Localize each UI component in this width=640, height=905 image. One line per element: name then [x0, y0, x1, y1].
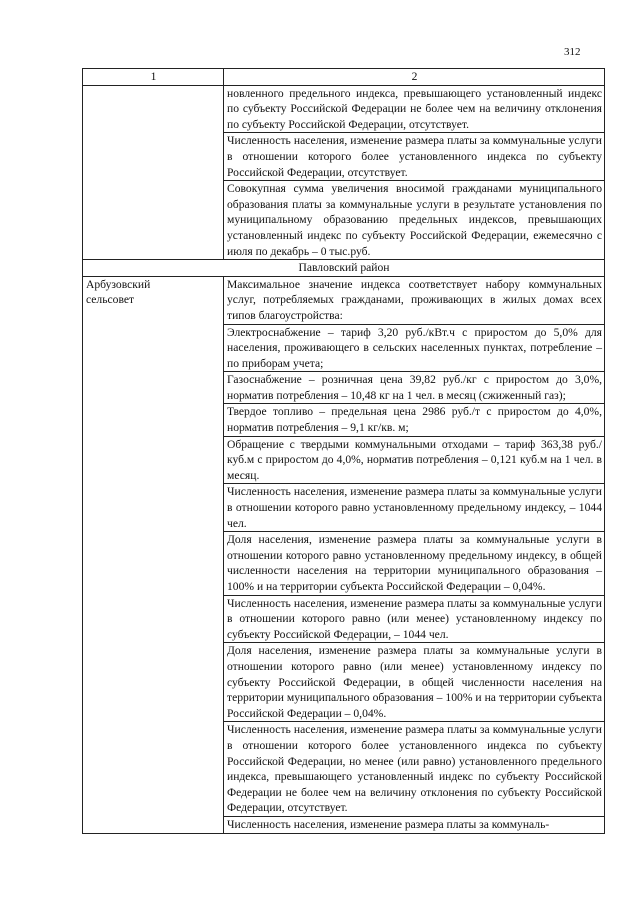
continued-row-content-cell	[224, 85, 605, 260]
paragraph: Численность населения, изменение размера платы за коммунальные услуги в отношении которого равно установленному предельному индексу, – 1044 чел.	[224, 483, 604, 531]
column-header-1: 1	[83, 69, 224, 86]
paragraph: Численность населения, изменение размера платы за коммунальные услуги в отношении которого равно (или менее) установленному индексу по субъекту Российской Федерации, – 1044 чел.	[224, 595, 604, 643]
table-header-row	[83, 69, 605, 86]
municipality-name-cell	[83, 276, 224, 833]
paragraph: Обращение с твердыми коммунальными отходами – тариф 363,38 руб./куб.м с приростом до 4,0%, норматив потребления – 0,121 куб.м на 1 чел. в месяц.	[224, 436, 604, 484]
municipality-row	[83, 276, 605, 833]
paragraph: Доля населения, изменение размера платы за коммунальные услуги в отношении которого равно установленному предельному индексу, в общей численности населения на территории муниципального образования – 100% и на территории субъекта Российской Федерации – 0,04%.	[224, 531, 604, 594]
page-number: 312	[564, 46, 581, 58]
municipality-name-line2: сельсовет	[86, 293, 135, 307]
continued-row-subject-cell	[83, 85, 224, 260]
continued-row	[83, 85, 605, 260]
paragraph: Максимальное значение индекса соответствует набору коммунальных услуг, потребляемых гражданами, проживающих в жилых домах всех типов благоустройства:	[227, 277, 602, 322]
municipality-content-cell	[224, 276, 605, 833]
paragraph: Численность населения, изменение размера платы за коммуналь-	[224, 816, 604, 833]
municipality-name-line1: Арбузовский	[86, 277, 151, 291]
paragraph: новленного предельного индекса, превышающего установленный индекс по субъекту Российской Федерации не более чем на величину отклонения по субъекту Российской Федерации, отсутствует.	[227, 86, 602, 131]
paragraph: Газоснабжение – розничная цена 39,82 руб./кг с приростом до 3,0%, норматив потребления – 10,48 кг на 1 чел. в месяц (сжиженный газ);	[224, 371, 604, 403]
paragraph: Численность населения, изменение размера платы за коммунальные услуги в отношении которого более установленного индекса по субъекту Российской Федерации, отсутствует.	[224, 132, 604, 180]
paragraph: Численность населения, изменение размера платы за коммунальные услуги в отношении которого более установленного индекса по субъекту Российской Федерации, но менее (или равно) установленного предельного индекса, превышающего установленный индекс по субъекту Российской Федерации не более чем на величину отклонения по субъекту Российской Федерации, отсутствует.	[224, 721, 604, 816]
paragraph: Совокупная сумма увеличения вносимой гражданами муниципального образования платы за коммунальные услуги в результате установления по муниципальному образованию предельных индексов, превышающих установленный индекс по субъекту Российской Федерации, ежемесячно с июля по декабрь – 0 тыс.руб.	[224, 180, 604, 259]
document-table	[82, 68, 605, 834]
column-header-2: 2	[224, 69, 605, 86]
district-heading: Павловский район	[83, 260, 605, 277]
district-heading-row	[83, 260, 605, 277]
paragraph: Электроснабжение – тариф 3,20 руб./кВт.ч с приростом до 5,0% для населения, проживающего в сельских населенных пунктах, потребление – по приборам учета;	[224, 324, 604, 372]
paragraph: Твердое топливо – предельная цена 2986 руб./т с приростом до 4,0%, норматив потребления – 9,1 кг/кв. м;	[224, 403, 604, 435]
paragraph: Доля населения, изменение размера платы за коммунальные услуги в отношении которого равно (или менее) установленному индексу по субъекту Российской Федерации, в общей численности населения на территории муниципального образования – 100% и на территории субъекта Российской Федерации – 0,04%.	[224, 642, 604, 721]
